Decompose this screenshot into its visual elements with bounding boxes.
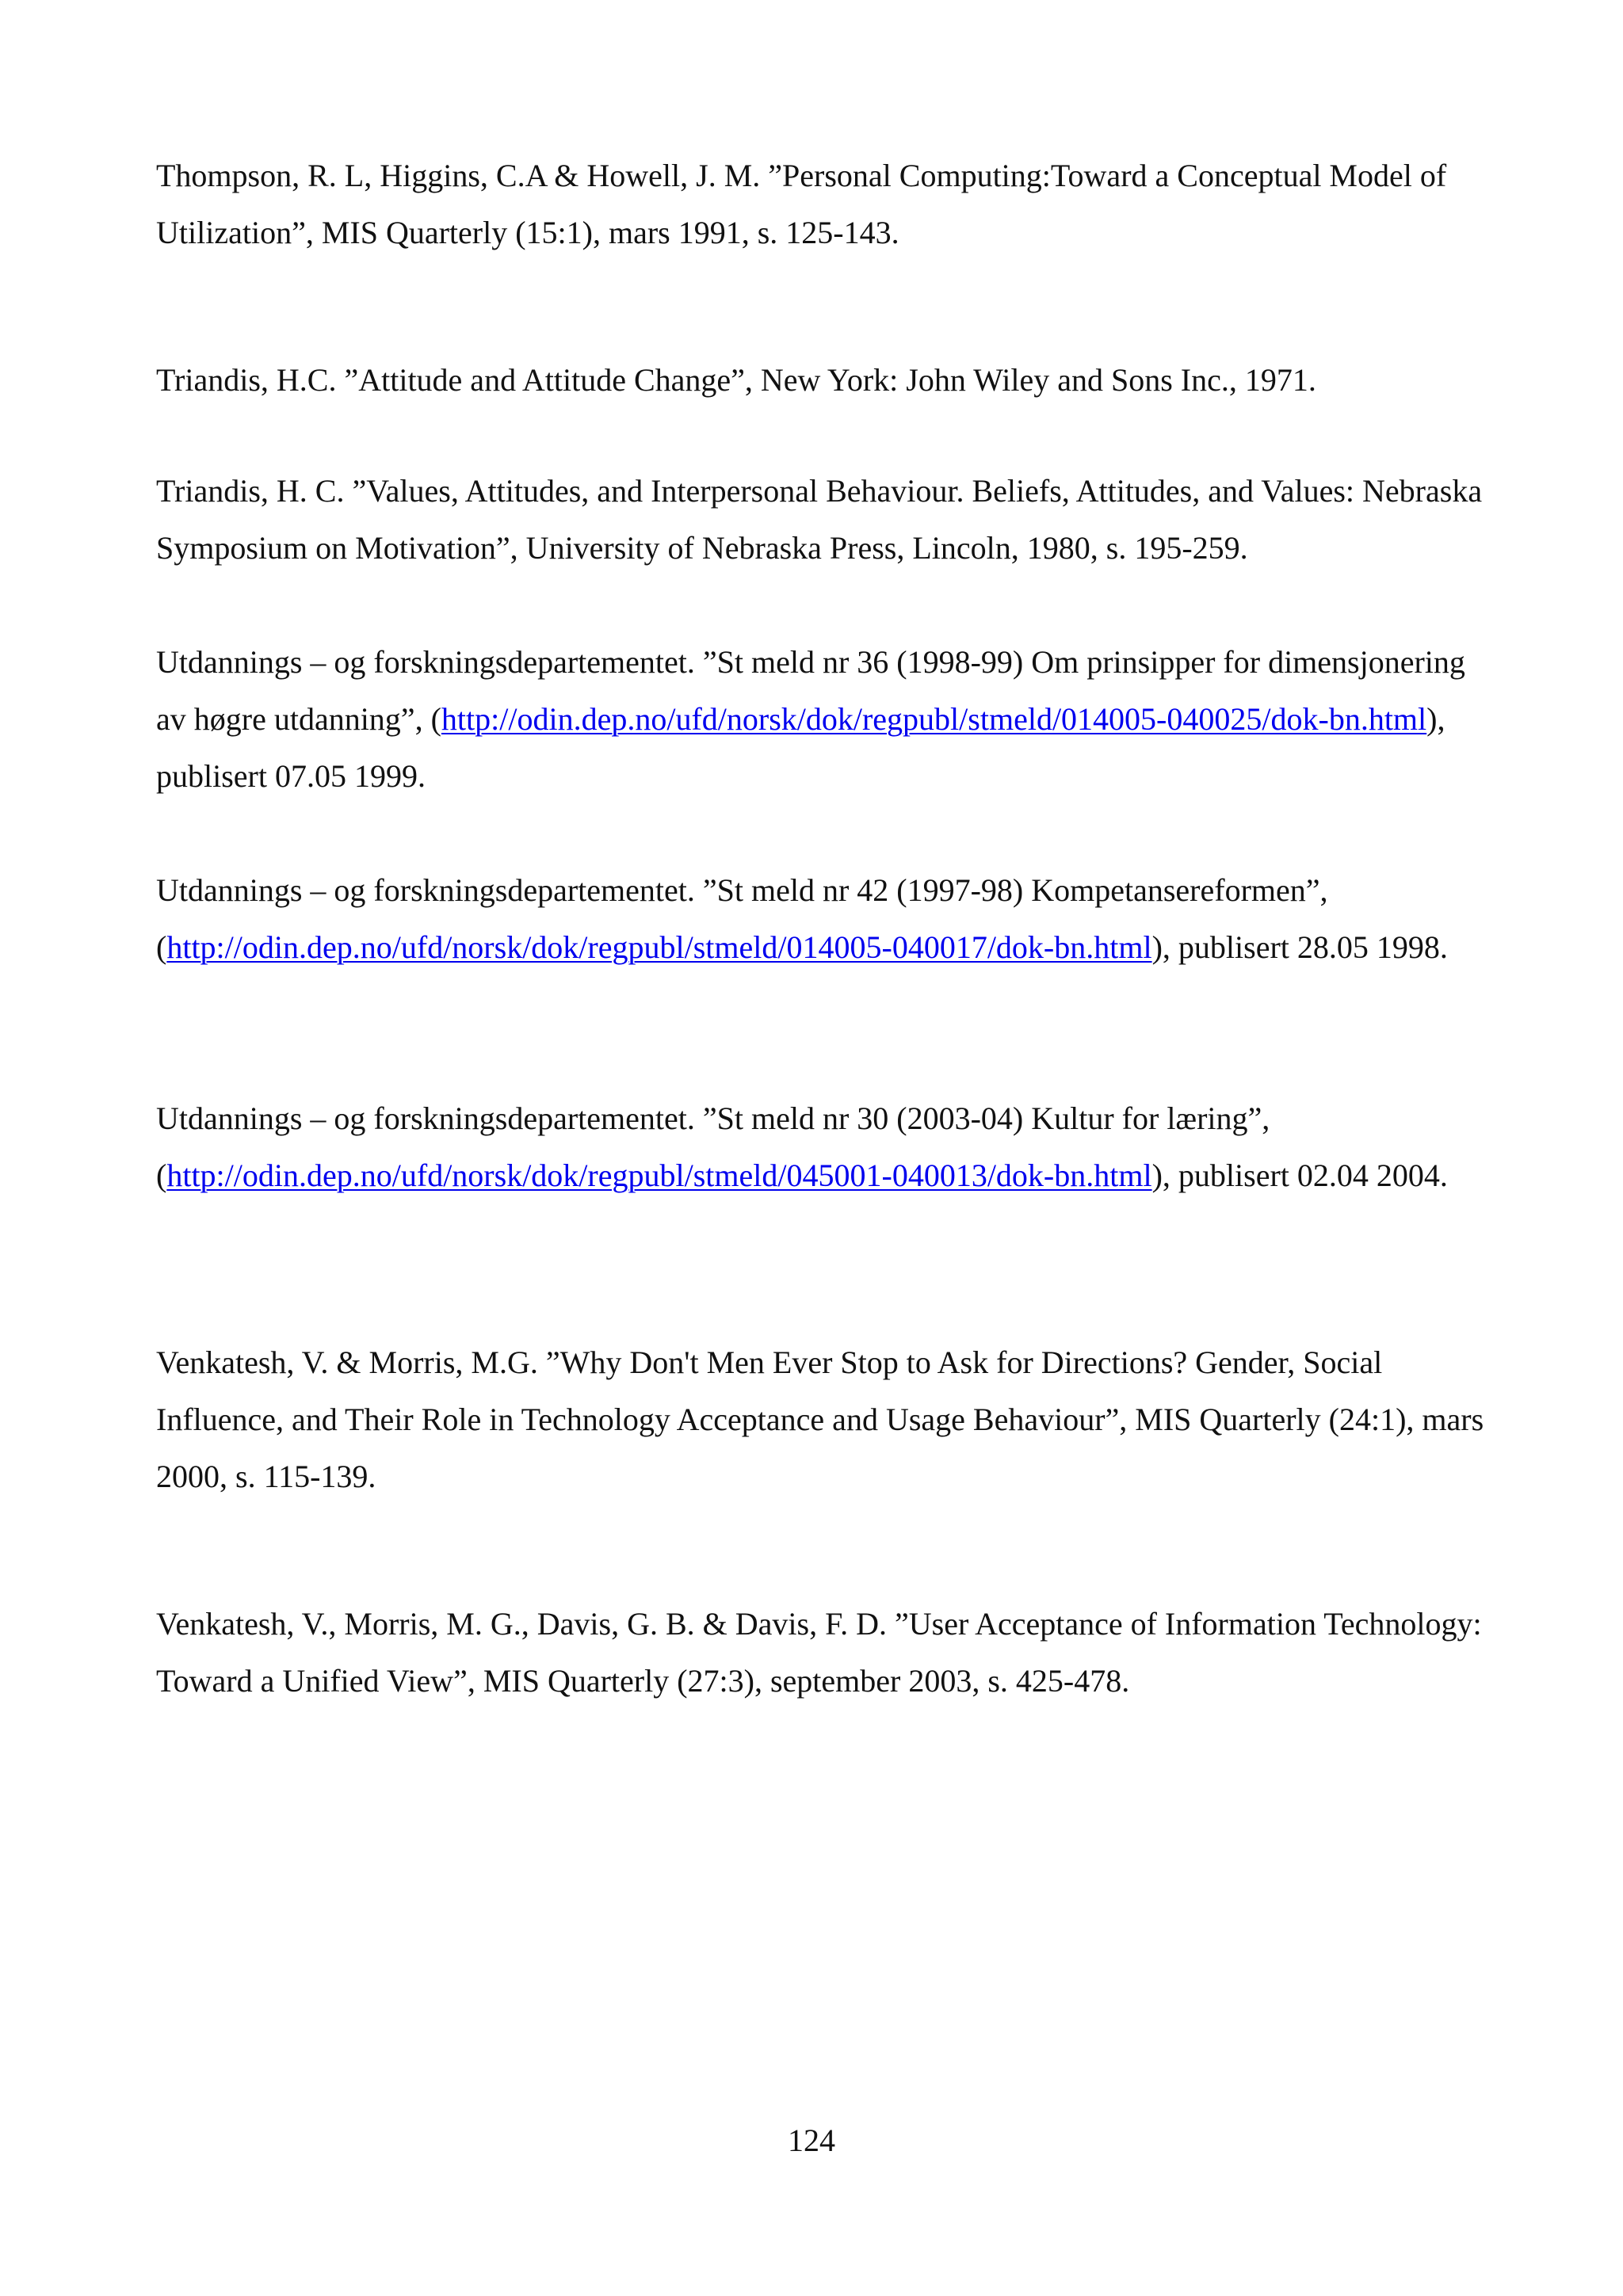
reference-stmeld-42	[156, 862, 1487, 976]
reference-text: ), publisert 07.05 1999.	[156, 701, 1445, 794]
reference-venkatesh-2000: Venkatesh, V. & Morris, M.G. ”Why Don't Men Ever Stop to Ask for Directions? Gender, Social Influence, and Their Role in Technology Acceptance and Usage Behaviour”, MIS Quarterly (24:1), mars 2000, s. 115-139.	[156, 1344, 1484, 1494]
reference-link[interactable]: http://odin.dep.no/ufd/norsk/dok/regpubl/stmeld/045001-040013/dok-bn.html	[166, 1158, 1152, 1193]
reference-stmeld-36	[156, 634, 1487, 805]
reference-link[interactable]: http://odin.dep.no/ufd/norsk/dok/regpubl/stmeld/014005-040025/dok-bn.html	[441, 701, 1427, 737]
reference-text: Utdannings – og forskningsdepartementet. ”St meld nr 36 (1998-99) Om prinsipper for dimensjonering av høgre utdanning”, (	[156, 644, 1465, 737]
reference-thompson-1991: Thompson, R. L, Higgins, C.A & Howell, J. M. ”Personal Computing:Toward a Conceptual Model of Utilization”, MIS Quarterly (15:1), mars 1991, s. 125-143.	[156, 158, 1447, 250]
reference-venkatesh-2003: Venkatesh, V., Morris, M. G., Davis, G. B. & Davis, F. D. ”User Acceptance of Information Technology: Toward a Unified View”, MIS Quarterly (27:3), september 2003, s. 425-478.	[156, 1606, 1482, 1699]
reference-stmeld-30	[156, 1090, 1487, 1204]
reference-triandis-1971: Triandis, H.C. ”Attitude and Attitude Change”, New York: John Wiley and Sons Inc., 1971.	[156, 362, 1316, 398]
page-number: 124	[788, 2122, 835, 2158]
reference-text: ), publisert 28.05 1998.	[1151, 929, 1448, 965]
reference-link[interactable]: http://odin.dep.no/ufd/norsk/dok/regpubl/stmeld/014005-040017/dok-bn.html	[166, 929, 1152, 965]
reference-text: ), publisert 02.04 2004.	[1151, 1158, 1448, 1193]
reference-triandis-1980: Triandis, H. C. ”Values, Attitudes, and Interpersonal Behaviour. Beliefs, Attitudes, and Values: Nebraska Symposium on Motivation”, University of Nebraska Press, Lincoln, 1980, s. 195-259.	[156, 473, 1483, 566]
reference-text: Utdannings – og forskningsdepartementet. ”St meld nr 30 (2003-04) Kultur for læring”, (	[156, 1100, 1270, 1193]
reference-text: Utdannings – og forskningsdepartementet. ”St meld nr 42 (1997-98) Kompetansereformen”, (	[156, 872, 1328, 965]
